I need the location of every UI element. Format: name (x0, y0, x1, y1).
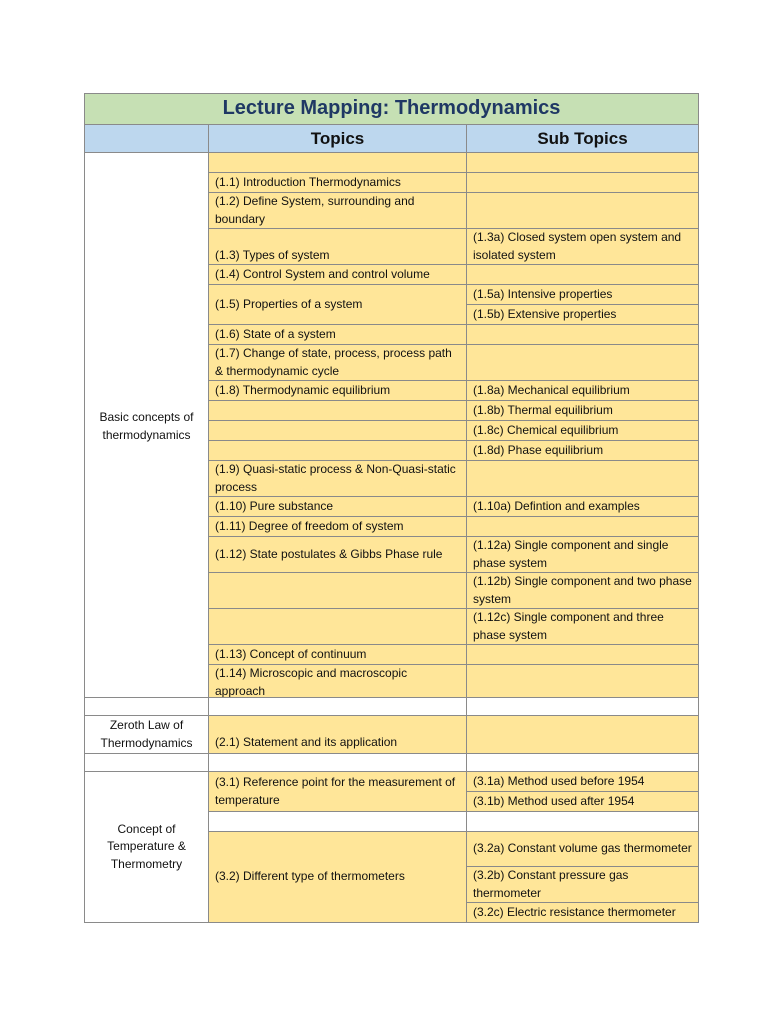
subtopic-1-12c: (1.12c) Single component and three phase system (467, 609, 699, 645)
subtopic-1-8d: (1.8d) Phase equilibrium (467, 441, 699, 461)
subtopic-cell-empty (467, 645, 699, 665)
topic-1-5: (1.5) Properties of a system (209, 285, 467, 325)
spacer-cell (85, 754, 209, 772)
spacer-cell (467, 698, 699, 716)
subtopic-1-10a: (1.10a) Defintion and examples (467, 497, 699, 517)
topic-cell-empty (209, 153, 467, 173)
subtopic-cell-empty (467, 193, 699, 229)
topic-1-1: (1.1) Introduction Thermodynamics (209, 173, 467, 193)
topic-1-2: (1.2) Define System, surrounding and boundary (209, 193, 467, 229)
subtopic-1-3a: (1.3a) Closed system open system and isolated system (467, 229, 699, 265)
section-zeroth-law: Zeroth Law of Thermodynamics (85, 716, 209, 754)
spacer-cell (209, 698, 467, 716)
spacer-cell (209, 754, 467, 772)
topic-1-7: (1.7) Change of state, process, process path & thermodynamic cycle (209, 345, 467, 381)
spacer-cell (209, 812, 467, 832)
topic-1-6: (1.6) State of a system (209, 325, 467, 345)
topic-1-10: (1.10) Pure substance (209, 497, 467, 517)
topic-1-11: (1.11) Degree of freedom of system (209, 517, 467, 537)
subtopic-1-5b: (1.5b) Extensive properties (467, 305, 699, 325)
topic-1-12: (1.12) State postulates & Gibbs Phase rule (209, 537, 467, 573)
topic-1-4: (1.4) Control System and control volume (209, 265, 467, 285)
subtopic-cell-empty (467, 461, 699, 497)
subtopic-3-1b: (3.1b) Method used after 1954 (467, 792, 699, 812)
subtopic-3-2b: (3.2b) Constant pressure gas thermometer (467, 867, 699, 903)
subtopic-1-5a: (1.5a) Intensive properties (467, 285, 699, 305)
subtopic-cell-empty (467, 265, 699, 285)
subtopic-3-1a: (3.1a) Method used before 1954 (467, 772, 699, 792)
topic-3-1: (3.1) Reference point for the measurement of temperature (209, 772, 467, 812)
topic-1-14: (1.14) Microscopic and macroscopic approach (209, 665, 467, 701)
subtopic-1-12a: (1.12a) Single component and single phase system (467, 537, 699, 573)
subtopic-1-8c: (1.8c) Chemical equilibrium (467, 421, 699, 441)
lecture-mapping-table (84, 93, 699, 701)
subtopic-cell-empty (467, 665, 699, 701)
spacer-cell (467, 754, 699, 772)
subtopic-cell-empty (467, 345, 699, 381)
subtopic-3-2a: (3.2a) Constant volume gas thermometer (467, 832, 699, 867)
lecture-mapping-table-lower (84, 697, 699, 923)
topic-cell-empty (209, 441, 467, 461)
topic-1-9: (1.9) Quasi-static process & Non-Quasi-static process (209, 461, 467, 497)
section-temperature-thermometry: Concept of Temperature & Thermometry (85, 772, 209, 923)
subtopic-3-2c: (3.2c) Electric resistance thermometer (467, 903, 699, 923)
table-title: Lecture Mapping: Thermodynamics (85, 94, 699, 125)
topic-2-1: (2.1) Statement and its application (209, 716, 467, 754)
header-subtopics: Sub Topics (467, 125, 699, 153)
topic-cell-empty (209, 421, 467, 441)
topic-cell-empty (209, 401, 467, 421)
header-empty (85, 125, 209, 153)
topic-cell-empty (209, 573, 467, 609)
spacer-cell (467, 812, 699, 832)
subtopic-cell-empty (467, 325, 699, 345)
spacer-cell (85, 698, 209, 716)
topic-1-13: (1.13) Concept of continuum (209, 645, 467, 665)
subtopic-1-8b: (1.8b) Thermal equilibrium (467, 401, 699, 421)
topic-3-2: (3.2) Different type of thermometers (209, 832, 467, 923)
subtopic-cell-empty (467, 173, 699, 193)
subtopic-cell-empty (467, 716, 699, 754)
topic-cell-empty (209, 609, 467, 645)
subtopic-1-12b: (1.12b) Single component and two phase system (467, 573, 699, 609)
topic-1-3: (1.3) Types of system (209, 229, 467, 265)
header-topics: Topics (209, 125, 467, 153)
topic-1-8: (1.8) Thermodynamic equilibrium (209, 381, 467, 401)
subtopic-cell-empty (467, 153, 699, 173)
section-basic-concepts: Basic concepts of thermodynamics (85, 153, 209, 701)
subtopic-1-8a: (1.8a) Mechanical equilibrium (467, 381, 699, 401)
subtopic-cell-empty (467, 517, 699, 537)
